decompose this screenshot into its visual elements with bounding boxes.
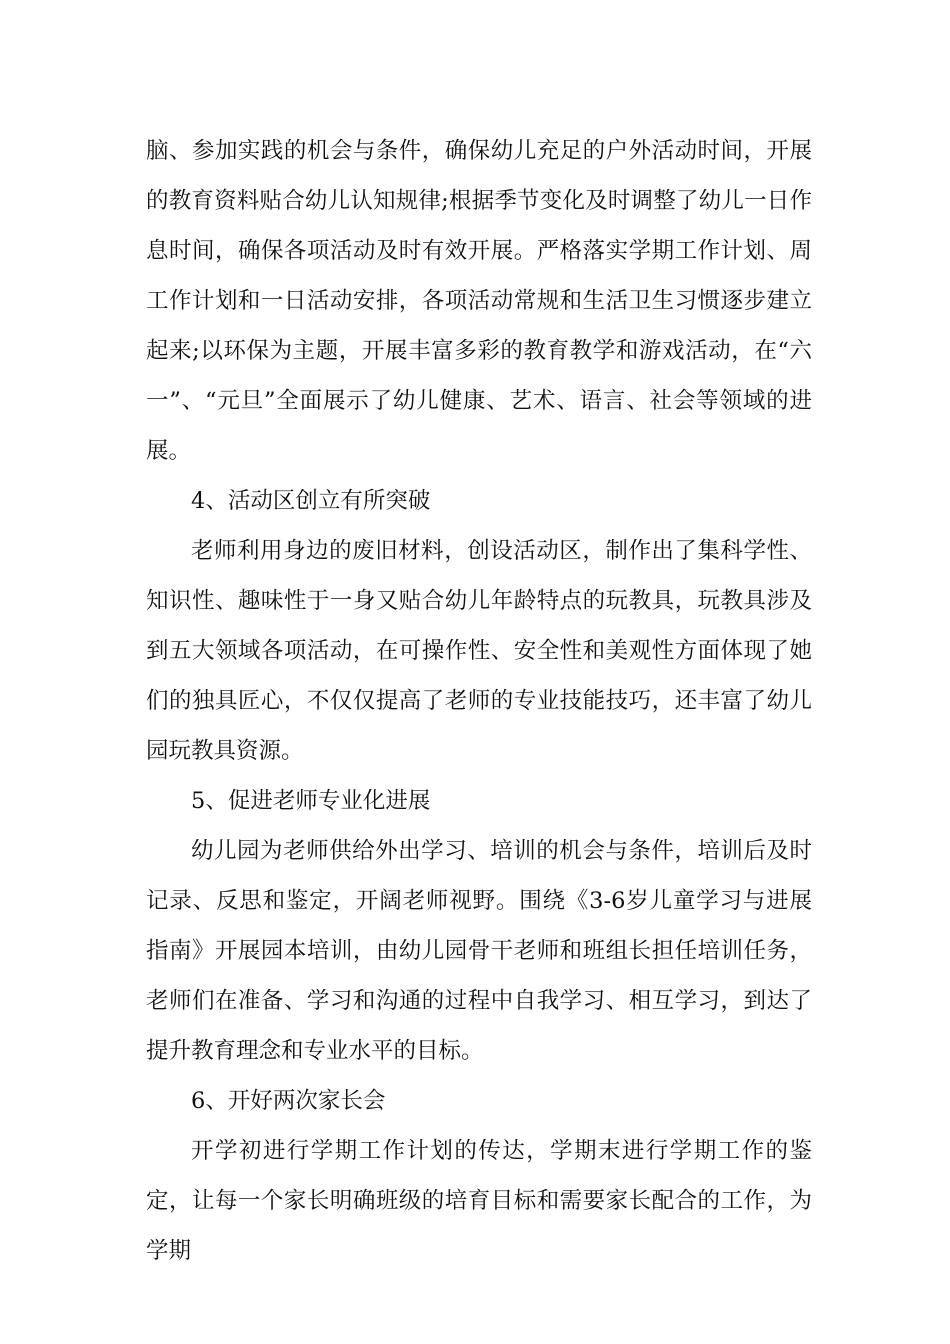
document-body — [146, 126, 812, 1276]
body-paragraph: 老师利用身边的废旧材料，创设活动区，制作出了集科学性、知识性、趣味性于一身又贴合幼儿年龄特点的玩教具，玩教具涉及到五大领域各项活动，在可操作性、安全性和美观性方面体现了她们的独具匠心，不仅仅提高了老师的专业技能技巧，还丰富了幼儿园玩教具资源。 — [146, 538, 812, 764]
body-paragraph: 脑、参加实践的机会与条件，确保幼儿充足的户外活动时间，开展的教育资料贴合幼儿认知规律;根据季节变化及时调整了幼儿一日作息时间，确保各项活动及时有效开展。严格落实学期工作计划、周工作计划和一日活动安排，各项活动常规和生活卫生习惯逐步建立起来;以环保为主题，开展丰富多彩的教育教学和游戏活动，在“六一”、“元旦”全面展示了幼儿健康、艺术、语言、社会等领域的进展。 — [146, 138, 812, 464]
section-heading-6: 6、开好两次家长会 — [191, 1088, 386, 1114]
body-paragraph: 开学初进行学期工作计划的传达，学期末进行学期工作的鉴定，让每一个家长明确班级的培育目标和需要家长配合的工作，为学期 — [146, 1138, 812, 1264]
section-heading-5: 5、促进老师专业化进展 — [191, 788, 431, 814]
section-heading-4: 4、活动区创立有所突破 — [191, 488, 431, 514]
body-paragraph: 幼儿园为老师供给外出学习、培训的机会与条件，培训后及时记录、反思和鉴定，开阔老师视野。围绕《3-6岁儿童学习与进展指南》开展园本培训，由幼儿园骨干老师和班组长担任培训任务，老师们在准备、学习和沟通的过程中自我学习、相互学习，到达了提升教育理念和专业水平的目标。 — [146, 838, 812, 1064]
